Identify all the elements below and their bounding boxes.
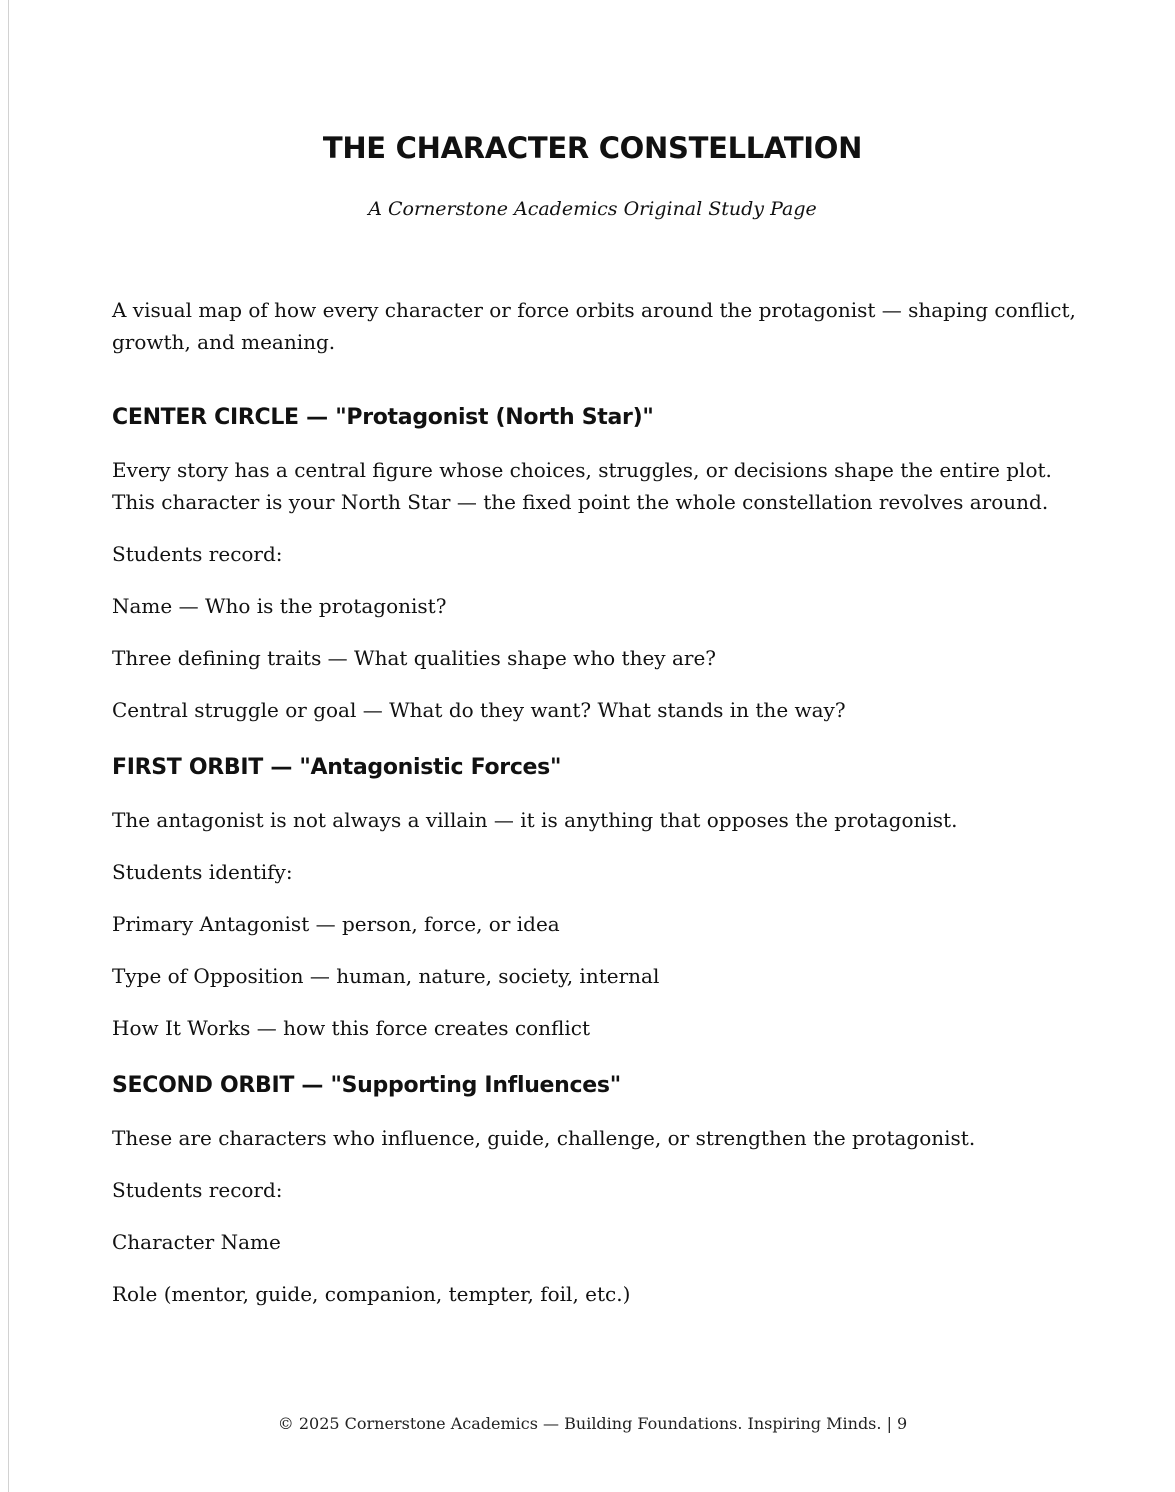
section-item: Character Name [112, 1230, 281, 1254]
section-item: Three defining traits — What qualities shape who they are? [112, 646, 717, 670]
section-first-orbit [112, 752, 1077, 1044]
section-prompt: Students identify: [112, 860, 293, 884]
section-item: Role (mentor, guide, companion, tempter, foil, etc.) [112, 1282, 631, 1306]
section-center-circle [112, 402, 1077, 726]
section-item: Type of Opposition — human, nature, society, internal [112, 964, 660, 988]
intro-paragraph: A visual map of how every character or force orbits around the protagonist — shaping conflict, growth, and meaning. [112, 298, 1076, 354]
section-description: These are characters who influence, guide, challenge, or strengthen the protagonist. [112, 1126, 976, 1150]
page-subtitle: A Cornerstone Academics Original Study Page [368, 198, 817, 220]
page-edge-divider [8, 0, 9, 1492]
section-item: Name — Who is the protagonist? [112, 594, 447, 618]
section-item: Primary Antagonist — person, force, or idea [112, 912, 560, 936]
section-item: Central struggle or goal — What do they want? What stands in the way? [112, 698, 846, 722]
document-body [112, 294, 1077, 1330]
section-second-orbit [112, 1070, 1077, 1310]
section-heading: SECOND ORBIT — "Supporting Influences" [112, 1073, 621, 1098]
section-description: Every story has a central figure whose choices, struggles, or decisions shape the entire plot. This character is your North Star — the fixed point the whole constellation revolves around. [112, 458, 1052, 514]
section-prompt: Students record: [112, 1178, 283, 1202]
section-heading: FIRST ORBIT — "Antagonistic Forces" [112, 755, 562, 780]
section-item: How It Works — how this force creates conflict [112, 1016, 590, 1040]
section-heading: CENTER CIRCLE — "Protagonist (North Star)" [112, 405, 654, 430]
page-footer: © 2025 Cornerstone Academics — Building Foundations. Inspiring Minds. | 9 [277, 1414, 908, 1433]
page-title: THE CHARACTER CONSTELLATION [322, 131, 863, 165]
section-description: The antagonist is not always a villain — it is anything that opposes the protagonist. [112, 808, 958, 832]
section-prompt: Students record: [112, 542, 283, 566]
